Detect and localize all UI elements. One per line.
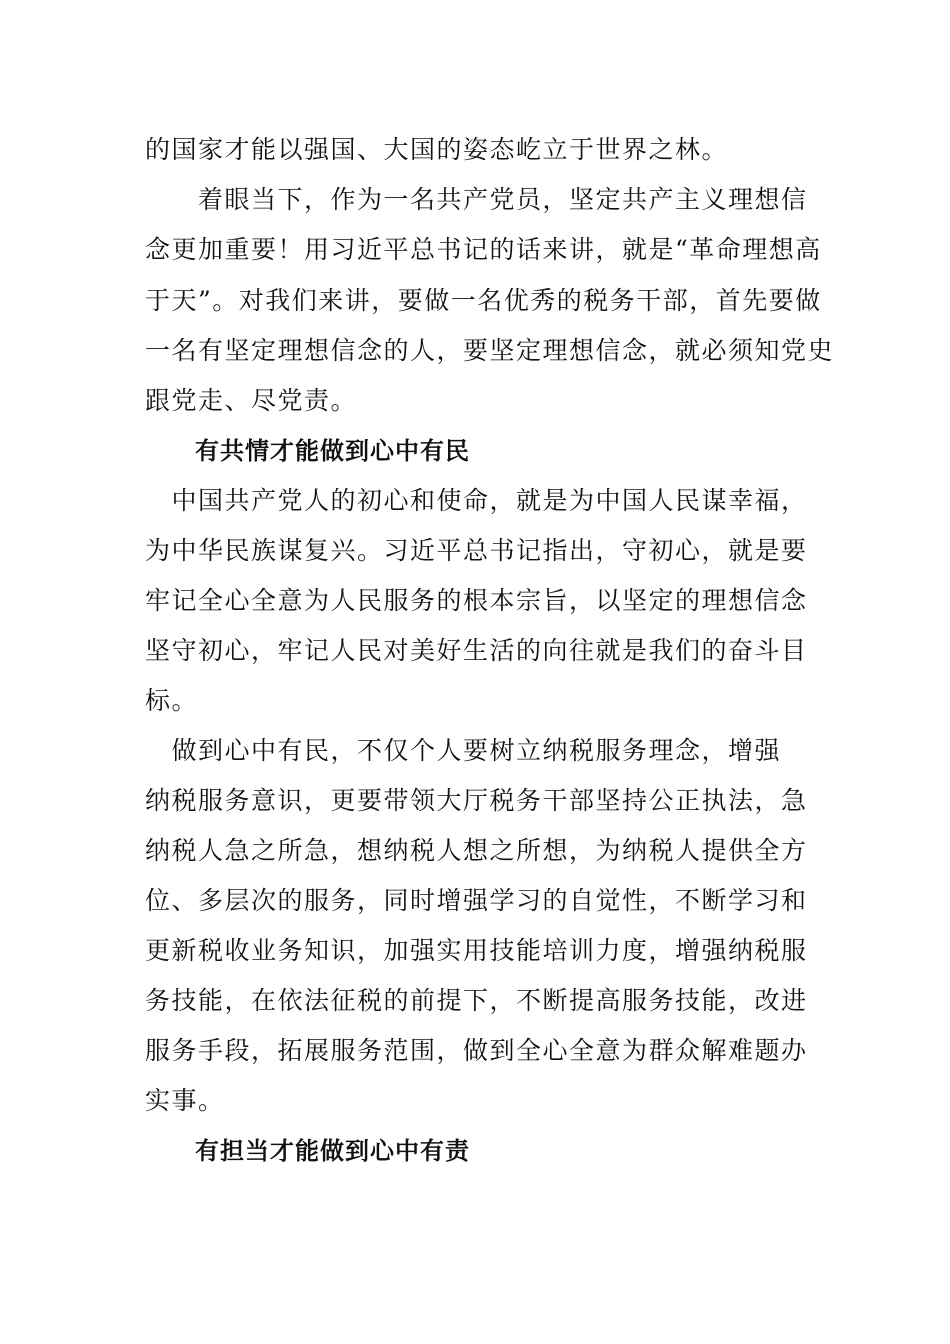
paragraph-line: 中国共产党人的初心和使命，就是为中国人民谋幸福， — [145, 486, 808, 515]
paragraph-line: 着眼当下，作为一名共产党员，坚定共产主义理想信 — [145, 185, 808, 214]
paragraph-line: 纳税服务意识，更要带领大厅税务干部坚持公正执法，急 — [145, 786, 808, 815]
paragraph-line: 纳税人急之所急，想纳税人想之所想，为纳税人提供全方 — [145, 836, 808, 865]
paragraph-line: 坚守初心，牢记人民对美好生活的向往就是我们的奋斗目 — [145, 636, 808, 665]
section-heading: 有担当才能做到心中有责 — [195, 1137, 470, 1165]
paragraph-line: 更新税收业务知识，加强实用技能培训力度，增强纳税服 — [145, 936, 808, 965]
paragraph-line: 牢记全心全意为人民服务的根本宗旨，以坚定的理想信念 — [145, 586, 808, 615]
paragraph-line: 务技能，在依法征税的前提下，不断提高服务技能，改进 — [145, 986, 808, 1015]
section-heading: 有共情才能做到心中有民 — [195, 437, 470, 465]
paragraph-line: 跟党走、尽党责。 — [145, 386, 358, 415]
paragraph-line: 服务手段，拓展服务范围，做到全心全意为群众解难题办 — [145, 1036, 808, 1065]
paragraph-line: 实事。 — [145, 1086, 225, 1115]
paragraph-line: 标。 — [145, 686, 199, 715]
paragraph-line: 一名有坚定理想信念的人，要坚定理想信念，就必须知党史 — [145, 336, 835, 365]
paragraph-line: 的国家才能以强国、大国的姿态屹立于世界之林。 — [145, 135, 729, 164]
paragraph-line: 做到心中有民，不仅个人要树立纳税服务理念，增强 — [145, 736, 782, 765]
paragraph-line: 为中华民族谋复兴。习近平总书记指出，守初心，就是要 — [145, 536, 808, 565]
paragraph-line: 位、多层次的服务，同时增强学习的自觉性，不断学习和 — [145, 886, 808, 915]
paragraph-line: 念更加重要！用习近平总书记的话来讲，就是“革命理想高 — [145, 235, 822, 264]
paragraph-line: 于天”。对我们来讲，要做一名优秀的税务干部，首先要做 — [145, 286, 822, 315]
